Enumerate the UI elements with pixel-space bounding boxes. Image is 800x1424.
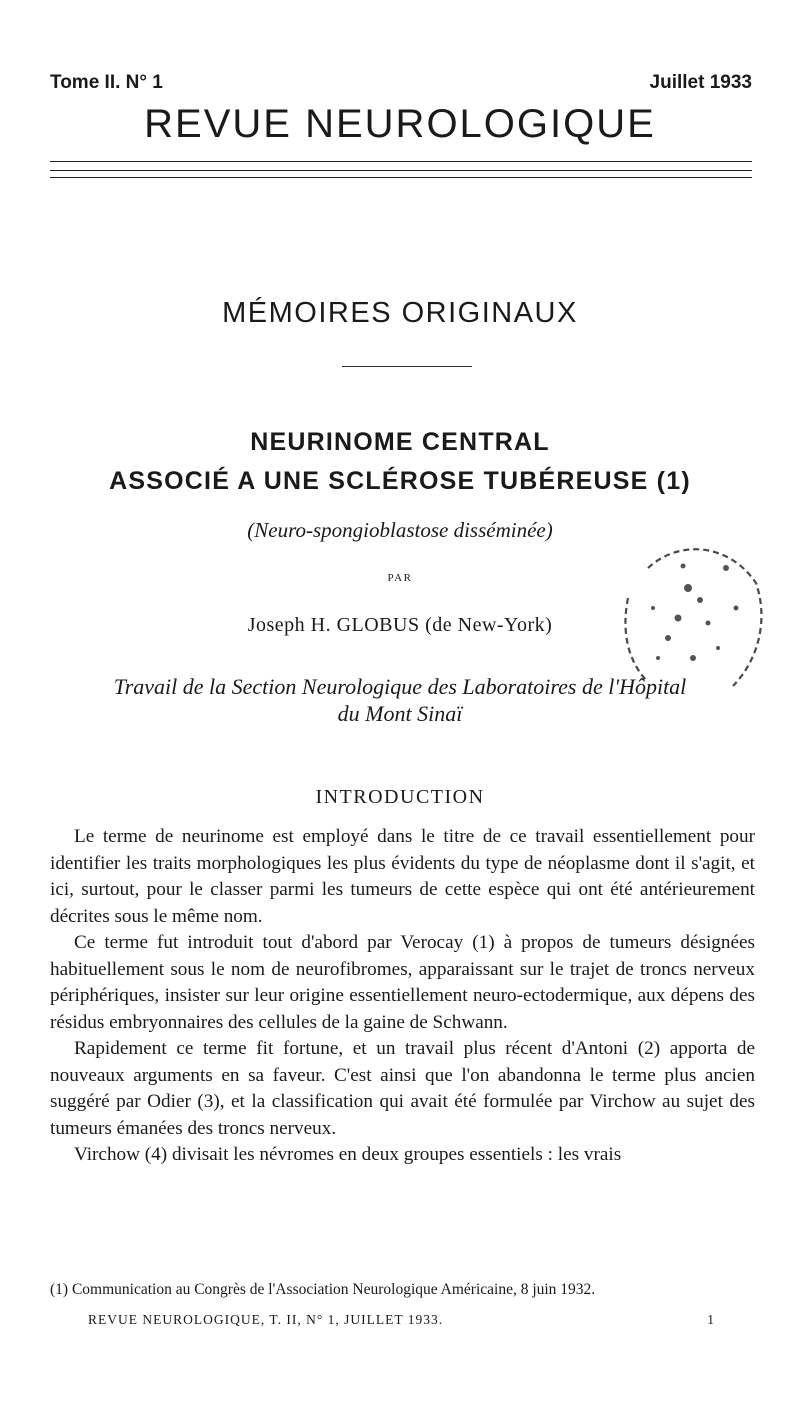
page-number: 1 (707, 1312, 715, 1327)
stamp-speckles (651, 564, 739, 662)
section-divider (342, 366, 472, 367)
by-label: PAR (387, 572, 413, 584)
section-title: MÉMOIRES ORIGINAUX (222, 297, 578, 329)
paragraph-4: Virchow (4) divisait les névromes en deux groupes essentiels : les vrais (74, 1144, 622, 1165)
journal-title: REVUE NEUROLOGIQUE (144, 102, 656, 146)
body-text (50, 824, 755, 1169)
header-rule-bottom (50, 177, 752, 178)
footnote: (1) Communication au Congrès de l'Association Neurologique Américaine, 8 juin 1932. (50, 1281, 596, 1298)
library-stamp (608, 528, 768, 718)
paragraph-1: Le terme de neurinome est employé dans le titre de ce travail essentiellement pour identifier les traits morphologiques les plus évidents du type de néoplasme dont il s'agit, et ici, surtout, pour le classer parmi les tumeurs de cette espèce qui ont été antérieurement décrites sous le même nom. (50, 826, 755, 927)
header-rule-middle (50, 170, 752, 171)
introduction-heading: INTRODUCTION (315, 786, 485, 808)
issue-date: Juillet 1933 (649, 72, 752, 93)
paragraph-2: Ce terme fut introduit tout d'abord par Verocay (1) à propos de tumeurs désignées habituellement sous le nom de neurofibromes, apparaissant sur le trajet de troncs nerveux périphériques, insister sur leur origine essentiellement neuro-ectodermique, aux dépens des résidus embryonnaires des cellules de la gaine de Schwann. (50, 932, 755, 1033)
article-subtitle: (Neuro-spongioblastose disséminée) (247, 518, 553, 542)
issue-header (50, 72, 752, 94)
stamp-ring (625, 549, 761, 686)
header-rule-top (50, 161, 752, 162)
paragraph-3: Rapidement ce terme fit fortune, et un travail plus récent d'Antoni (2) apporta de nouveaux arguments en sa faveur. C'est ainsi que l'on abandonna le terme plus ancien suggéré par Odier (3), et la classification qui avait été formulée par Virchow au sujet des tumeurs émanées des troncs nerveux. (50, 1038, 755, 1139)
author-name: Joseph H. GLOBUS (de New-York) (247, 614, 553, 636)
affiliation-line1: Travail de la Section Neurologique des Laboratoires de l'Hôpital (113, 674, 687, 699)
footer-citation: REVUE NEUROLOGIQUE, T. II, N° 1, JUILLET 1933. (88, 1312, 444, 1327)
page-footer (88, 1312, 715, 1328)
article-title-line2: ASSOCIÉ A UNE SCLÉROSE TUBÉREUSE (1) (109, 467, 691, 495)
volume-number: Tome II. N° 1 (50, 72, 163, 93)
article-title-line1: NEURINOME CENTRAL (250, 428, 550, 456)
affiliation-line2: du Mont Sinaï (337, 701, 463, 726)
